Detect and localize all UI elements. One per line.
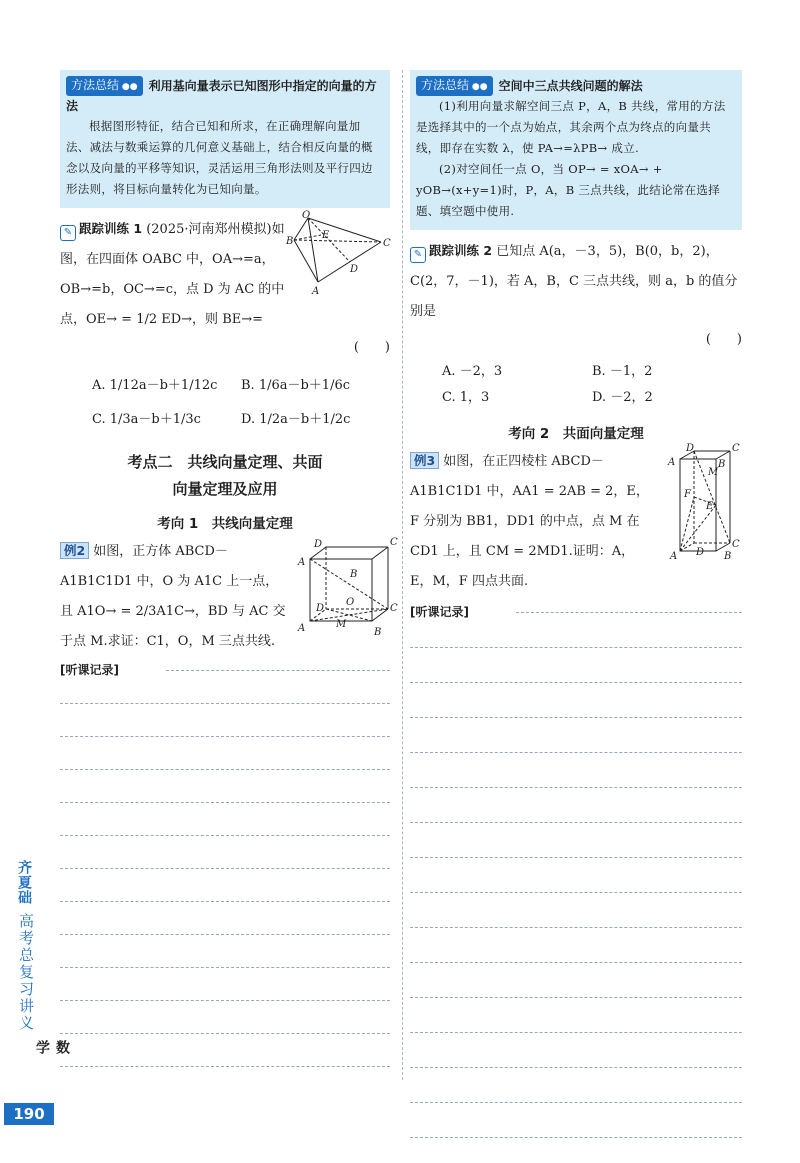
svg-text:D: D — [686, 443, 695, 454]
option-d[interactable]: D. 1/2a－b＋1/2c — [241, 412, 351, 427]
pencil-icon: ✎ — [60, 225, 76, 241]
answer-paren: ( ) — [705, 332, 742, 347]
svg-text:B: B — [724, 551, 732, 562]
svg-text:A: A — [298, 623, 306, 634]
brand-logo: 齐夏础 — [16, 860, 32, 905]
method-summary-box-right — [410, 70, 742, 230]
track-text: 已知点 A(a，－3，5)，B(0，b，2)，C(2，7，－1)，若 A，B，C 三点共线，则 a，b 的值分别是 — [410, 244, 738, 319]
answer-paren: ( ) — [353, 340, 390, 355]
svg-text:O: O — [346, 597, 355, 608]
method-summary-box-left — [60, 70, 390, 208]
notes-label: [听课记录] — [60, 663, 119, 677]
track-label: 跟踪训练 2 — [429, 243, 493, 258]
speech-bubble-icon: ●● — [469, 82, 488, 92]
svg-text:A: A — [670, 551, 678, 562]
track-training-2 — [410, 236, 742, 355]
example-2 — [60, 537, 398, 657]
svg-text:O: O — [302, 210, 311, 221]
notes-lines-right — [410, 612, 742, 1138]
prism-figure — [668, 443, 748, 567]
subsection-title-2: 考向 2 共面向量定理 — [508, 426, 644, 442]
svg-text:B: B — [286, 236, 294, 247]
example-text: 如图，正方体 ABCD－A1B1C1D1 中，O 为 A1C 上一点，且 A1O→ = 2/3A1C→，BD 与 AC 交于点 M.求证：C1，O，M 三点共线. — [60, 544, 286, 649]
pencil-icon: ✎ — [410, 247, 426, 263]
svg-text:M: M — [708, 467, 719, 478]
svg-text:F: F — [684, 489, 691, 500]
series-title: 高考总复习讲义 — [17, 913, 35, 1032]
example-text: 如图，在正四棱柱 ABCD－A1B1C1D1 中，AA1 = 2AB = 2，E，F 分别为 BB1，DD1 的中点，点 M 在 CD1 上，且 CM = 2MD1.证明：A，E，M，F 四点共面. — [410, 454, 649, 589]
subsection-title-1: 考向 1 共线向量定理 — [157, 516, 293, 532]
svg-text:C: C — [390, 537, 398, 548]
cube-figure — [296, 539, 396, 639]
svg-text:D: D — [696, 547, 705, 558]
method-summary-badge: 方法总结 ●● — [66, 76, 143, 96]
method-summary-body: (1)利用向量求解空间三点 P，A，B 共线，常用的方法是选择其中的一个点为始点，其余两个点为终点的向量共线，即存在实数 λ，使 PA→=λPB→ 成立. (2)对空间任一点 O，当 OP→ = xOA→ + yOB→(x+y=1)时，P，A，B 三点共线，此结论常在选择题、填空题中使用. — [416, 99, 726, 218]
option-a[interactable]: A. 1/12a－b＋1/12c — [92, 378, 218, 393]
svg-text:E: E — [322, 230, 330, 241]
example-tag: 例2 — [60, 542, 89, 559]
column-divider — [402, 70, 403, 1080]
page-number: 190 — [4, 1103, 54, 1125]
speech-bubble-icon: ●● — [119, 82, 138, 92]
track1-options — [60, 369, 390, 437]
notes-lines-left — [60, 670, 390, 1067]
svg-text:C: C — [390, 603, 398, 614]
method-summary-title: 方法总结 ●● 利用基向量表示已知图形中指定的向量的方法 — [66, 78, 377, 113]
track2-options — [410, 359, 742, 411]
track-training-1 — [60, 210, 391, 363]
method-summary-body: 根据图形特征，结合已知和所求，在正确理解向量加法、减法与数乘运算的几何意义基础上，结合相反向量的概念以及向量的平移等知识，灵活运用三角形法则及平行四边形法则，将目标向量转化为已知向量。 — [66, 119, 373, 196]
track-text: (2025·河南郑州模拟)如图，在四面体 OABC 中，OA→=a，OB→=b，OC→=c，点 D 为 AC 的中点，OE→ = 1/2 ED→，则 BE→= — [60, 222, 285, 327]
svg-text:B: B — [718, 459, 726, 470]
svg-text:A: A — [668, 457, 676, 468]
track-label: 跟踪训练 1 — [79, 221, 143, 236]
svg-text:M: M — [336, 619, 347, 630]
option-b[interactable]: B. －1，2 — [592, 364, 653, 379]
method-summary-badge: 方法总结 ●● — [416, 76, 493, 96]
svg-text:D: D — [316, 603, 325, 614]
method-summary-title: 方法总结 ●● 空间中三点共线问题的解法 — [416, 76, 734, 96]
svg-text:E: E — [706, 501, 714, 512]
svg-text:A: A — [298, 557, 306, 568]
svg-text:D: D — [350, 264, 359, 275]
svg-text:A: A — [312, 286, 320, 297]
option-c[interactable]: C. 1，3 — [442, 390, 490, 405]
svg-text:C: C — [732, 539, 740, 550]
side-tab — [4, 860, 70, 1054]
option-c[interactable]: C. 1/3a－b＋1/3c — [92, 412, 201, 427]
example-tag: 例3 — [410, 452, 439, 469]
svg-text:D: D — [314, 539, 323, 550]
svg-text:C: C — [732, 443, 740, 454]
right-column — [410, 70, 742, 1138]
section-title: 考点二 共线向量定理、共面 向量定理及应用 — [127, 453, 323, 498]
subject-label: 数学 — [34, 1040, 70, 1054]
left-column — [60, 70, 398, 1067]
option-a[interactable]: A. －2，3 — [442, 364, 503, 379]
option-d[interactable]: D. －2，2 — [592, 390, 653, 405]
tetrahedron-figure — [286, 210, 396, 300]
example-3 — [410, 443, 742, 597]
svg-text:B: B — [374, 627, 382, 638]
option-b[interactable]: B. 1/6a－b＋1/6c — [241, 378, 351, 393]
svg-text:C: C — [383, 238, 391, 249]
notes-label: [听课记录] — [410, 605, 469, 619]
svg-text:B: B — [350, 569, 358, 580]
